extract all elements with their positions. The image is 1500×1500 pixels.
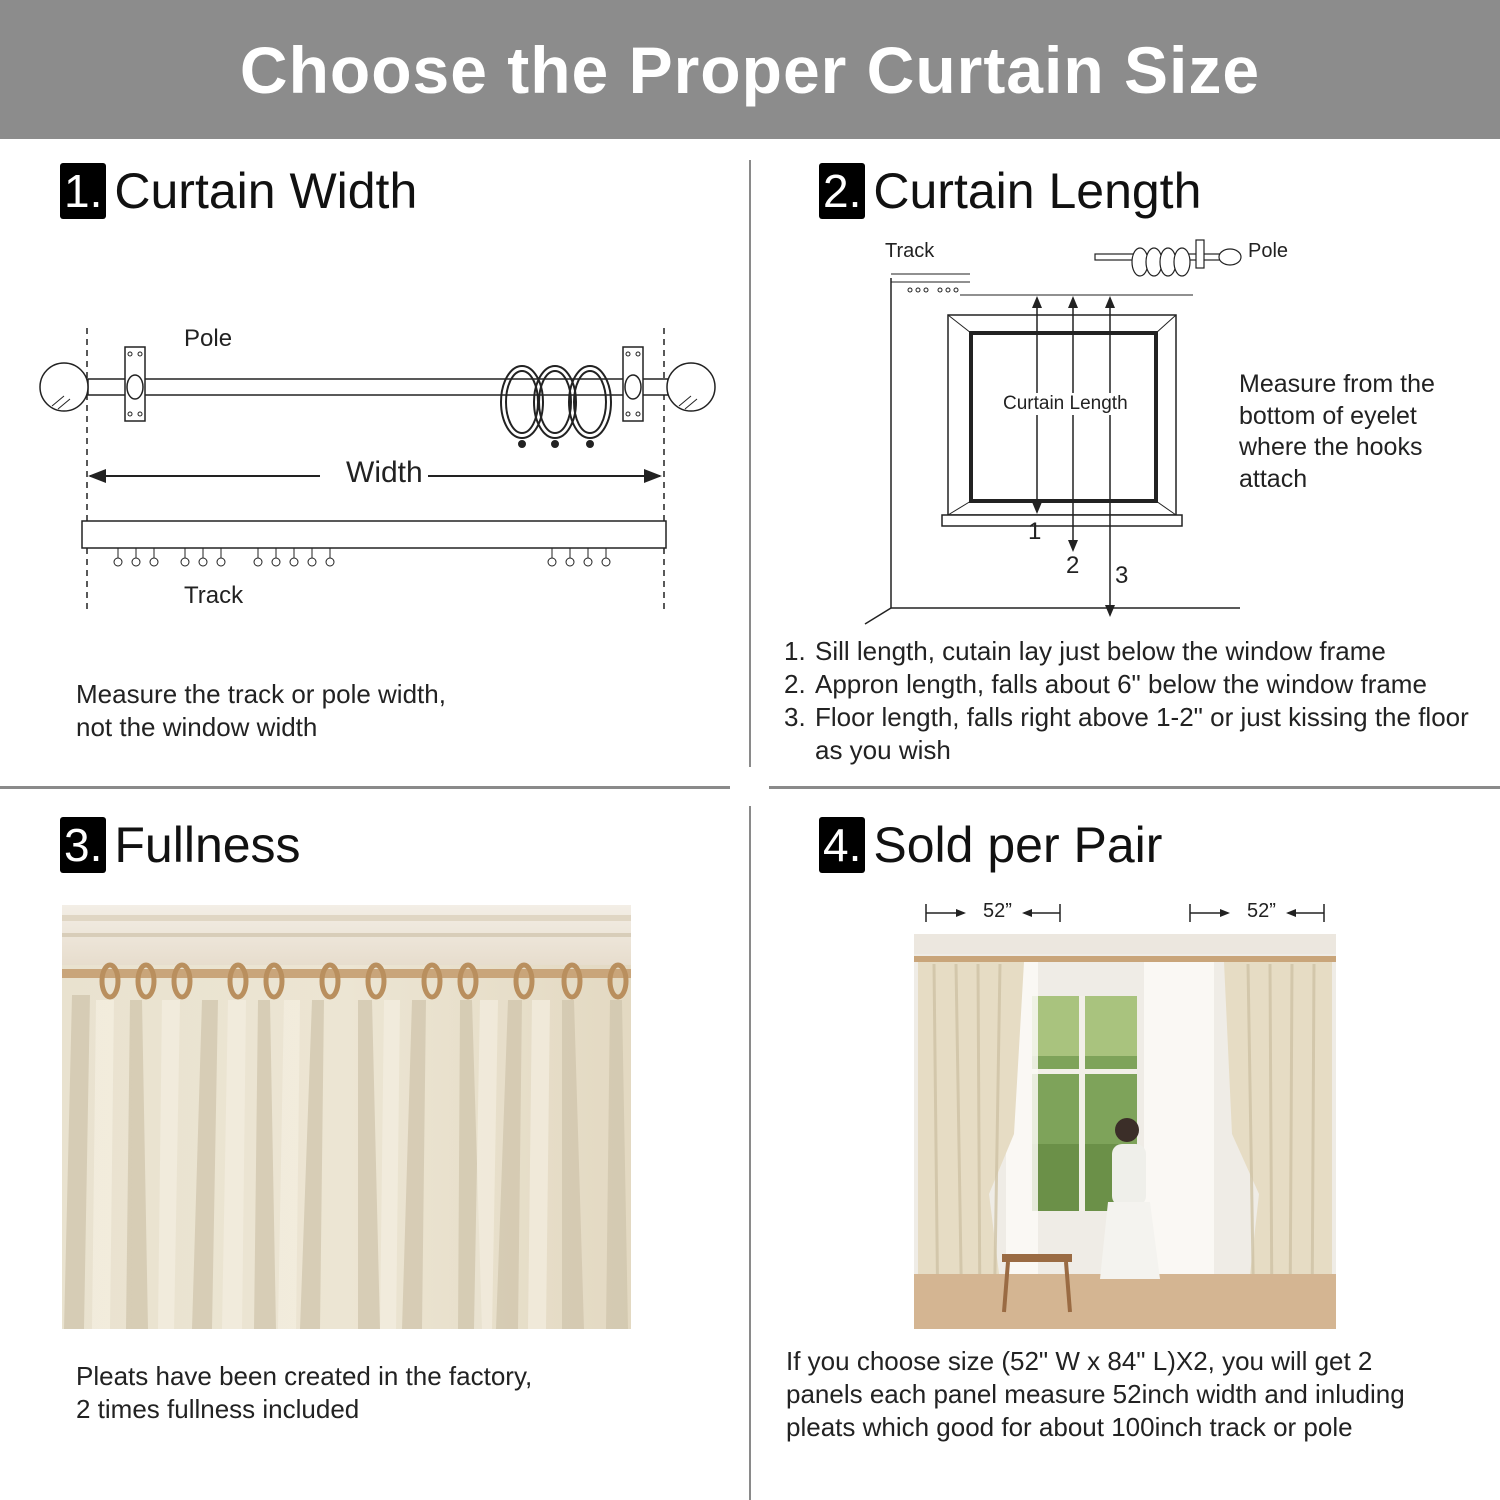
list-item: 2. Appron length, falls about 6" below the window frame (784, 669, 1427, 699)
vertical-divider-top (749, 160, 751, 767)
pole-label: Pole (184, 325, 233, 352)
panel-width-right: 52” (1247, 900, 1276, 922)
section-title: Sold per Pair (873, 817, 1163, 873)
section-title: Curtain Width (114, 163, 418, 219)
mini-track-icon (891, 274, 970, 292)
section-number-badge: 4. (819, 817, 865, 873)
note-line: attach (1239, 464, 1308, 493)
section-fullness-heading (60, 816, 301, 874)
curtain-rings-icon (501, 366, 611, 447)
left-bracket-icon (125, 347, 145, 421)
pole-label: Pole (1248, 240, 1289, 262)
curtain-width-caption (76, 678, 446, 744)
section-title: Curtain Length (873, 163, 1202, 219)
window-length-diagram (860, 230, 1260, 630)
pleated-curtain-photo (62, 905, 631, 1329)
marker-1: 1 (1028, 518, 1042, 545)
section-number-badge: 3. (60, 817, 106, 873)
sold-per-pair-caption (786, 1345, 1405, 1444)
section-number-badge: 2. (819, 163, 865, 219)
track-label: Track (184, 582, 244, 609)
fullness-caption (76, 1360, 532, 1426)
track-hooks-icon (114, 548, 610, 566)
horizontal-divider-right (769, 786, 1500, 789)
mini-pole-icon (1095, 240, 1241, 276)
right-bracket-icon (623, 347, 643, 421)
marker-3: 3 (1115, 562, 1129, 589)
note-line: bottom of eyelet (1239, 401, 1417, 430)
track-label: Track (885, 240, 935, 262)
note-line: where the hooks (1239, 433, 1423, 461)
caption-line: pleats which good for about 100inch track or pole (786, 1412, 1353, 1442)
horizontal-divider-left (0, 786, 730, 789)
section-curtain-length-heading (819, 162, 1201, 220)
list-item: 3. Floor length, falls right above 1-2" or just kissing the floor as you wish (784, 702, 1469, 765)
section-curtain-width-heading (60, 162, 417, 220)
panel-width-left: 52” (983, 900, 1012, 922)
section-title: Fullness (114, 817, 301, 873)
note-line: Measure from the (1239, 370, 1435, 398)
width-label: Width (346, 456, 423, 489)
caption-line: If you choose size (52" W x 84" L)X2, you will get 2 (786, 1346, 1373, 1376)
section-sold-per-pair-heading (819, 816, 1162, 874)
caption-line: Measure the track or pole width, (76, 679, 446, 709)
caption-line: panels each panel measure 52inch width and inluding (786, 1379, 1405, 1409)
page-title: Choose the Proper Curtain Size (239, 32, 1261, 107)
caption-line: not the window width (76, 712, 318, 742)
caption-line: Pleats have been created in the factory, (76, 1361, 533, 1391)
curtain-pair-photo (914, 934, 1336, 1329)
list-item: 1. Sill length, cutain lay just below the window frame (784, 636, 1386, 666)
banner (0, 0, 1500, 139)
section-number-badge: 1. (60, 163, 106, 219)
curtain-length-label: Curtain Length (1003, 393, 1128, 414)
length-options-list (784, 635, 1494, 767)
caption-line: 2 times fullness included (76, 1394, 360, 1424)
vertical-divider-bottom (749, 806, 751, 1500)
eyelet-note (1239, 369, 1435, 495)
marker-2: 2 (1066, 552, 1080, 579)
